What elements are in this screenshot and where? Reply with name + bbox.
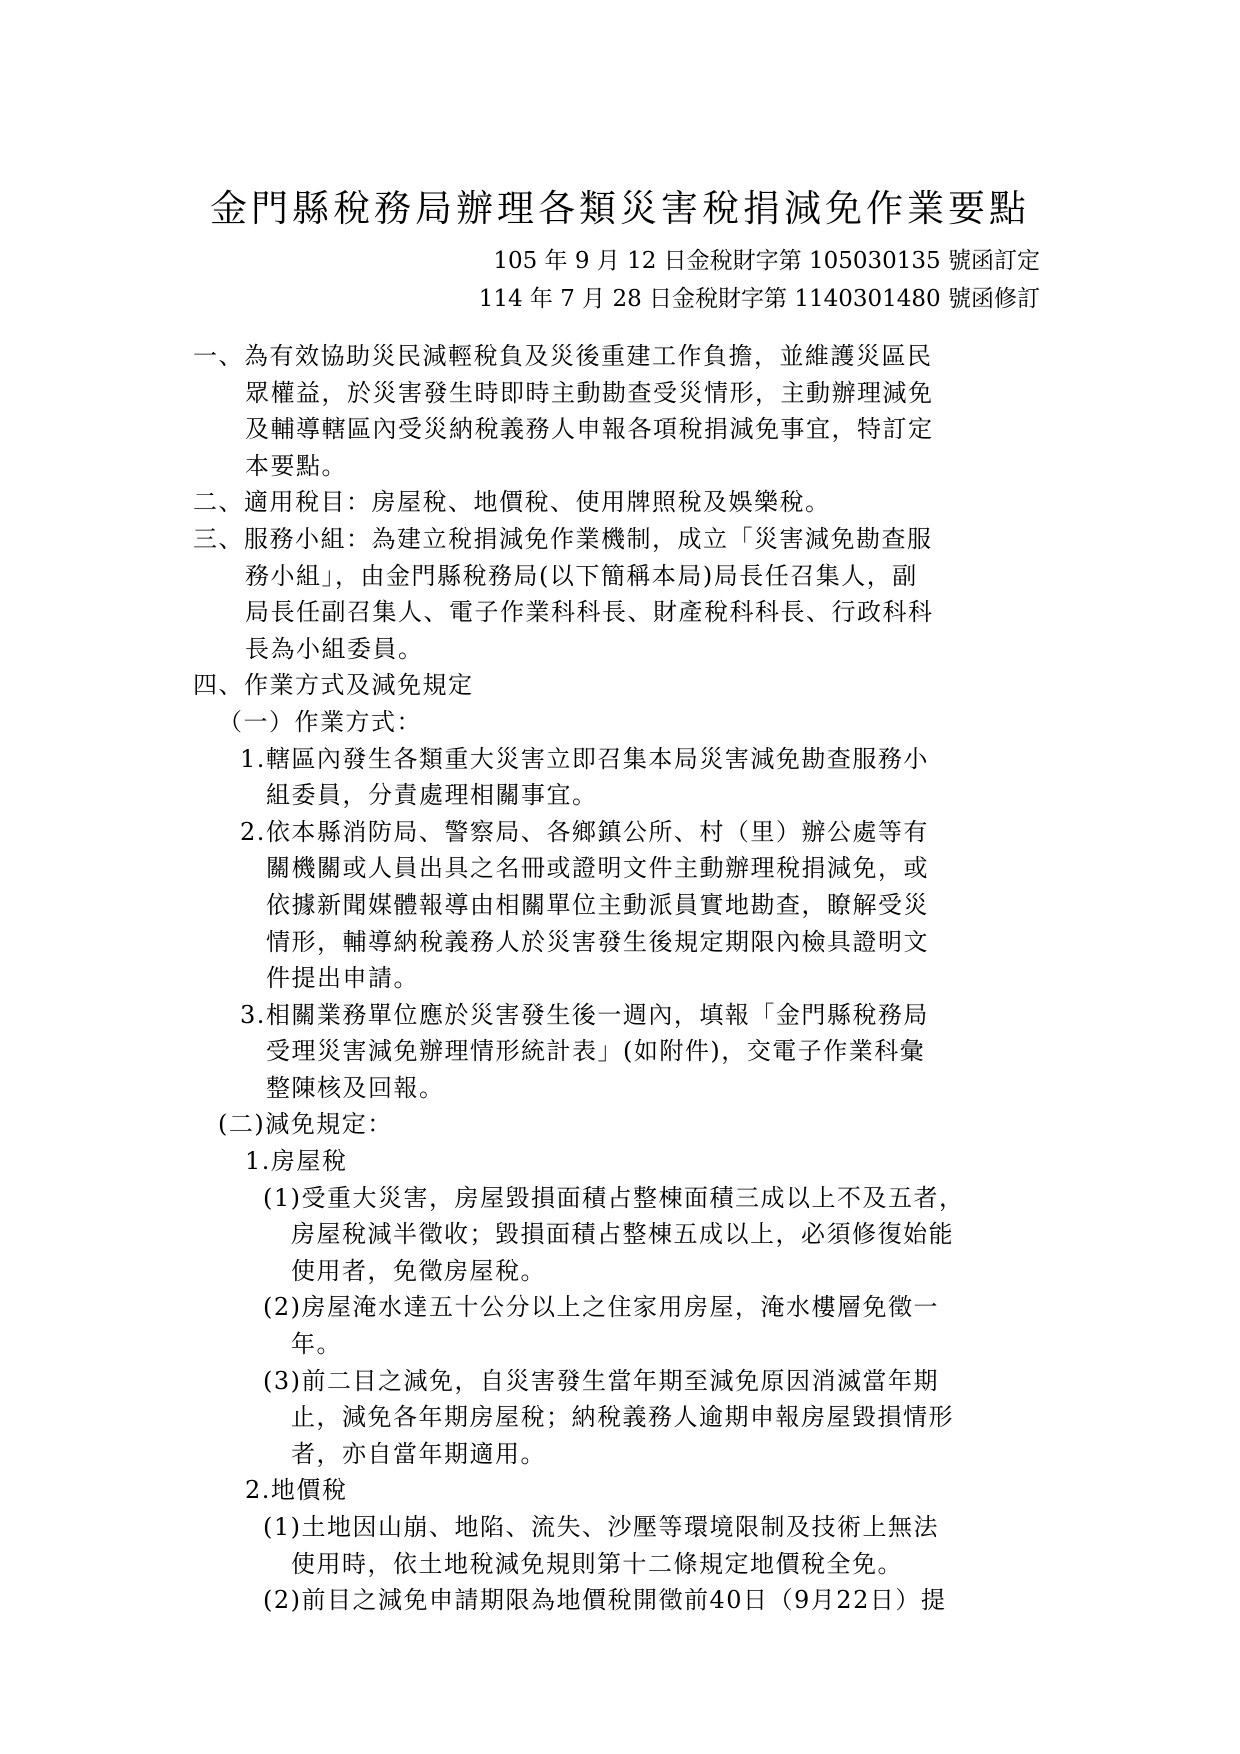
text-line: 依據新聞媒體報導由相關單位主動派員實地勘查，瞭解受災 bbox=[266, 890, 929, 919]
item-4-2-2-2 bbox=[0, 1582, 1240, 1619]
text-line: 3.相關業務單位應於災害發生後一週內，填報「金門縣稅務局 bbox=[240, 1000, 929, 1029]
text-line: 1.房屋稅 bbox=[245, 1147, 348, 1176]
text-line: 局長任副召集人、電子作業科科長、財產稅科科長、行政科科 bbox=[245, 598, 934, 627]
text-line: 及輔導轄區內受災納稅義務人申報各項稅捐減免事宜，特訂定 bbox=[245, 415, 934, 444]
item-4-2-2-1 bbox=[0, 1509, 1240, 1582]
item-4-1-2 bbox=[0, 814, 1240, 997]
text-line: 長為小組委員。 bbox=[245, 634, 424, 663]
text-line: 使用時，依土地稅減免規則第十二條規定地價稅全免。 bbox=[291, 1549, 903, 1578]
item-4-2-1-heading bbox=[0, 1143, 1240, 1180]
subsection-4-1-heading bbox=[0, 704, 1240, 741]
item-4-1-3 bbox=[0, 997, 1240, 1107]
text-line: 2.地價稅 bbox=[245, 1476, 348, 1505]
text-line: 年。 bbox=[291, 1330, 342, 1359]
enactment-note: 105 年 9 月 12 日金稅財字第 105030135 號函訂定 bbox=[493, 248, 1040, 274]
text-line: (2)前目之減免申請期限為地價稅開徵前40日（9月22日）提 bbox=[263, 1586, 947, 1615]
document-body bbox=[0, 338, 1240, 1619]
text-line: 三、服務小組：為建立稅捐減免作業機制，成立「災害減免勘查服 bbox=[193, 524, 933, 553]
text-line: 使用者，免徵房屋稅。 bbox=[291, 1256, 546, 1285]
text-line: 四、作業方式及減免規定 bbox=[193, 671, 474, 700]
text-line: 受理災害減免辦理情形統計表」(如附件)，交電子作業科彙 bbox=[266, 1037, 926, 1066]
item-4-1-1 bbox=[0, 741, 1240, 814]
text-line: 整陳核及回報。 bbox=[266, 1073, 445, 1102]
text-line: (3)前二目之減免，自災害發生當年期至減免原因消滅當年期 bbox=[263, 1366, 939, 1395]
text-line: 2.依本縣消防局、警察局、各鄉鎮公所、村（里）辦公處等有 bbox=[240, 817, 929, 846]
section-3 bbox=[0, 521, 1240, 667]
text-line: 組委員，分責處理相關事宜。 bbox=[266, 781, 598, 810]
amendment-note: 114 年 7 月 28 日金稅財字第 1140301480 號函修訂 bbox=[478, 286, 1040, 312]
text-line: 務小組」，由金門縣稅務局(以下簡稱本局)局長任召集人，副 bbox=[245, 561, 918, 590]
text-line: 止，減免各年期房屋稅；納稅義務人逾期申報房屋毀損情形 bbox=[291, 1403, 954, 1432]
document-title: 金門縣稅務局辦理各類災害稅捐減免作業要點 bbox=[210, 187, 1030, 230]
section-2 bbox=[0, 484, 1240, 521]
text-line: 件提出申請。 bbox=[266, 964, 419, 993]
text-line: 1.轄區內發生各類重大災害立即召集本局災害減免勘查服務小 bbox=[240, 744, 929, 773]
text-line: 情形，輔導納稅義務人於災害發生後規定期限內檢具證明文 bbox=[266, 927, 929, 956]
text-line: 房屋稅減半徵收；毀損面積占整棟五成以上，必須修復始能 bbox=[291, 1220, 954, 1249]
item-4-2-1-2 bbox=[0, 1289, 1240, 1362]
subsection-4-2-heading bbox=[0, 1106, 1240, 1143]
text-line: (2)房屋淹水達五十公分以上之住家用房屋，淹水樓層免徵一 bbox=[263, 1293, 939, 1322]
text-line: (二)減免規定： bbox=[218, 1110, 393, 1139]
text-line: 關機關或人員出具之名冊或證明文件主動辦理稅捐減免，或 bbox=[266, 854, 929, 883]
section-1 bbox=[0, 338, 1240, 484]
item-4-2-2-heading bbox=[0, 1472, 1240, 1509]
text-line: 眾權益，於災害發生時即時主動勘查受災情形，主動辦理減免 bbox=[245, 378, 934, 407]
text-line: （一）作業方式： bbox=[218, 707, 422, 736]
item-4-2-1-1 bbox=[0, 1180, 1240, 1290]
section-4-heading bbox=[0, 667, 1240, 704]
text-line: 一、為有效協助災民減輕稅負及災後重建工作負擔，並維護災區民 bbox=[193, 342, 933, 370]
text-line: (1)土地因山崩、地陷、流失、沙壓等環境限制及技術上無法 bbox=[263, 1513, 939, 1541]
text-line: 二、適用稅目：房屋稅、地價稅、使用牌照稅及娛樂稅。 bbox=[193, 488, 831, 517]
text-line: 者，亦自當年期適用。 bbox=[291, 1439, 546, 1468]
item-4-2-1-3 bbox=[0, 1363, 1240, 1473]
text-line: (1)受重大災害，房屋毀損面積占整棟面積三成以上不及五者， bbox=[263, 1183, 965, 1212]
text-line: 本要點。 bbox=[245, 451, 347, 480]
